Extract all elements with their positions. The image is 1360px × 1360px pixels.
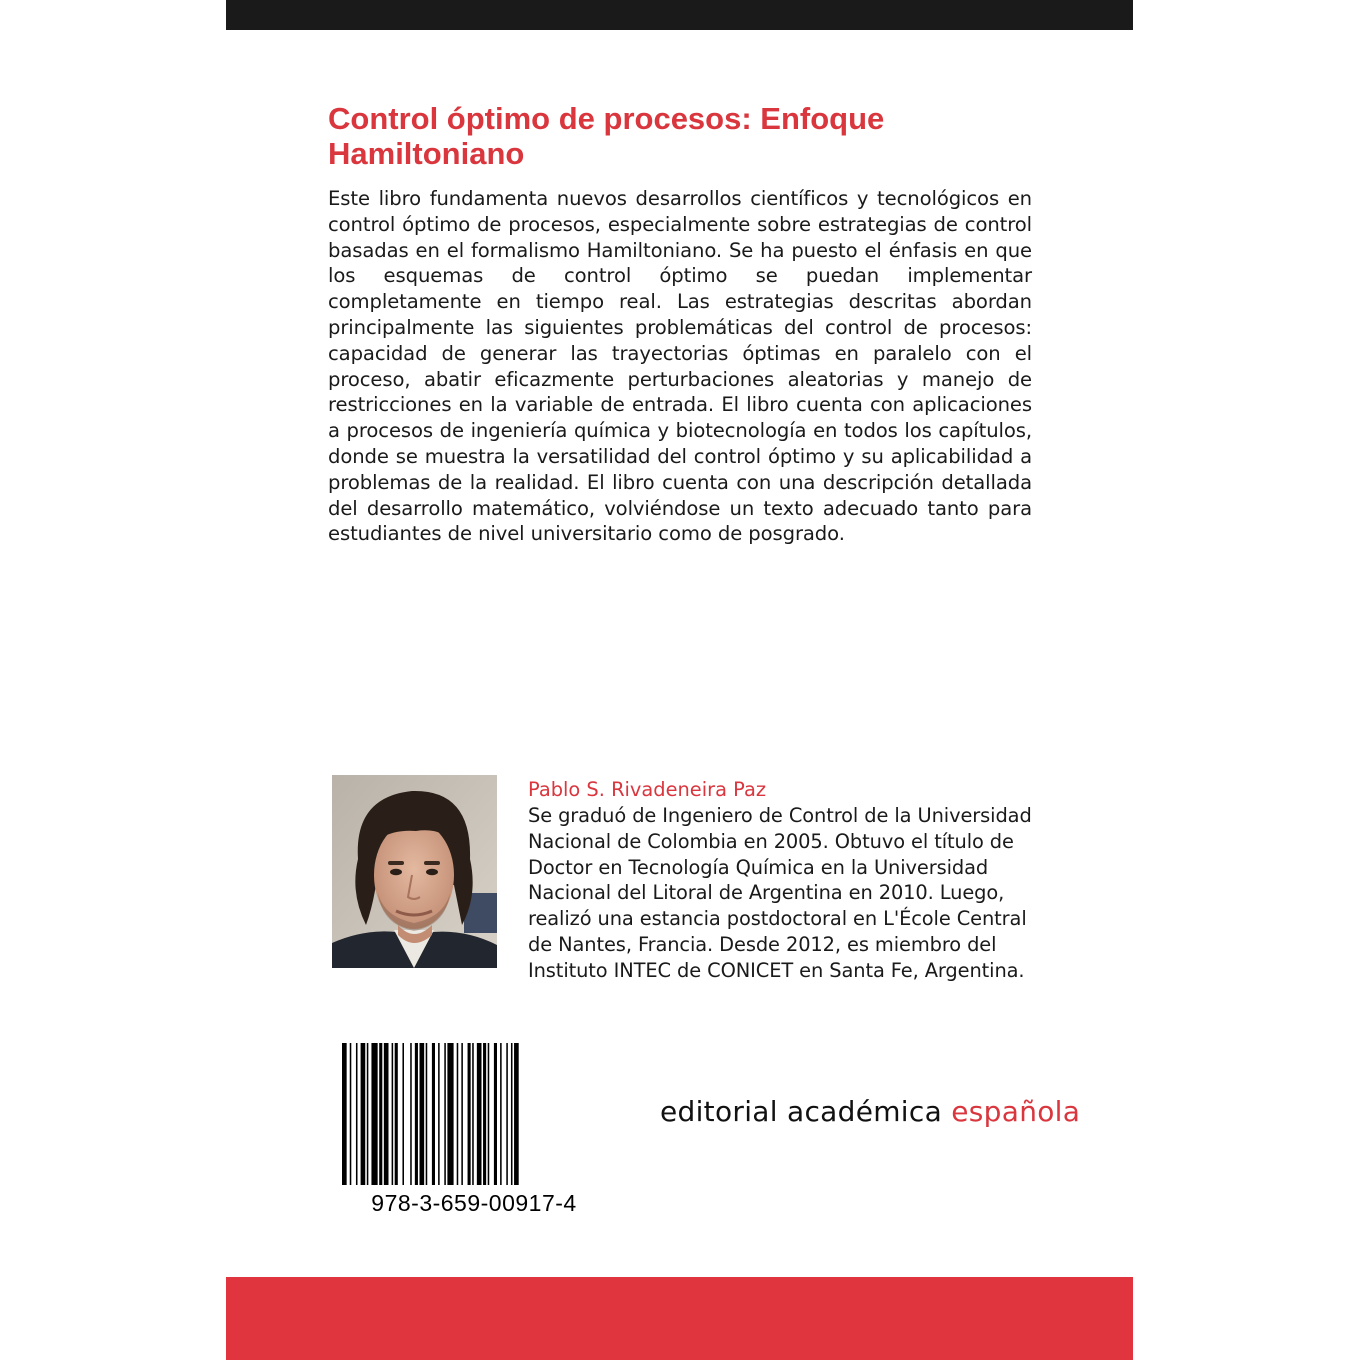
barcode-bar (379, 1043, 382, 1185)
barcode-bar (384, 1043, 389, 1185)
barcode-bar (438, 1043, 440, 1185)
author-bio-line: de Nantes, Francia. Desde 2012, es miembro del (528, 932, 997, 956)
author-bio-line: Instituto INTEC de CONICET en Santa Fe, Argentina. (528, 958, 1025, 982)
isbn-barcode (342, 1043, 606, 1185)
barcode-bar (420, 1043, 425, 1185)
barcode-bar (457, 1043, 459, 1185)
publisher-name-part1: editorial académica (660, 1095, 943, 1128)
barcode-bar (511, 1043, 513, 1185)
barcode-bar (461, 1043, 463, 1185)
isbn-number: 978-3-659-00917-4 (371, 1190, 577, 1216)
barcode-bar (506, 1043, 508, 1185)
author-bio-line: realizó una estancia postdoctoral en L'École Central (528, 907, 1027, 931)
book-blurb: Este libro fundamenta nuevos desarrollos científicos y tecnológicos en control óptimo de procesos, especialmente sobre estrategias de control basadas en el formalismo Hamiltoniano. Se ha puesto el énfasis en que los esquemas de control óptimo se puedan implementar completamente en tiempo real. Las estrategias descritas abordan principalmente las siguientes problemáticas del control de procesos: capacidad de generar las trayectorias óptimas en paralelo con el proceso, abatir eficazmente perturbaciones aleatorias y manejo de restricciones en la variable de entrada. El libro cuenta con aplicaciones a procesos de ingeniería química y biotecnología en todos los capítulos, donde se muestra la versatilidad del control óptimo y su aplicabilidad a problemas de la realidad. El libro cuenta con una descripción detallada del desarrollo matemático, volviéndose un texto adecuado tanto para estudiantes de nivel universitario como de posgrado. (328, 187, 1032, 546)
barcode-bar (488, 1043, 490, 1185)
barcode-bar (371, 1043, 377, 1185)
author-bio (528, 803, 1088, 984)
author-photo (332, 775, 497, 968)
author-bio-line: Nacional del Litoral de Argentina en 2010. Luego, (528, 881, 1005, 905)
author-name: Pablo S. Rivadeneira Paz (528, 778, 767, 801)
barcode-bar (494, 1043, 497, 1185)
barcode-bar (477, 1043, 482, 1185)
bottom-color-band (226, 1277, 1133, 1360)
barcode-bar (356, 1043, 358, 1185)
publisher-logo (660, 1095, 1080, 1128)
author-bio-line: Nacional de Colombia en 2005. Obtuvo el título de (528, 829, 1014, 853)
barcode-bar (395, 1043, 398, 1185)
barcode-bar (415, 1043, 418, 1185)
author-bio-line: Se graduó de Ingeniero de Control de la Universidad (528, 804, 1032, 827)
barcode-bar (392, 1043, 394, 1185)
barcode-bar (361, 1043, 366, 1185)
book-title: Control óptimo de procesos: Enfoque Hamiltoniano (328, 101, 885, 171)
barcode-bar (426, 1043, 428, 1185)
barcode-bar (483, 1043, 486, 1185)
barcode-bar (500, 1043, 502, 1185)
barcode-bar (432, 1043, 435, 1185)
barcode-bar (472, 1043, 474, 1185)
barcode-bar (447, 1043, 453, 1185)
barcode-bar (350, 1043, 352, 1185)
barcode-bar (468, 1043, 471, 1185)
publisher-name-part2: española (951, 1095, 1081, 1128)
barcode-bar (444, 1043, 446, 1185)
back-cover (226, 0, 1133, 1360)
barcode-bar (367, 1043, 369, 1185)
author-bio-line: Doctor en Tecnología Química en la Universidad (528, 855, 989, 879)
barcode-bar (402, 1043, 404, 1185)
top-bar (226, 0, 1133, 30)
barcode-bar (342, 1043, 347, 1185)
barcode-bar (410, 1043, 412, 1185)
barcode-bar (514, 1043, 519, 1185)
